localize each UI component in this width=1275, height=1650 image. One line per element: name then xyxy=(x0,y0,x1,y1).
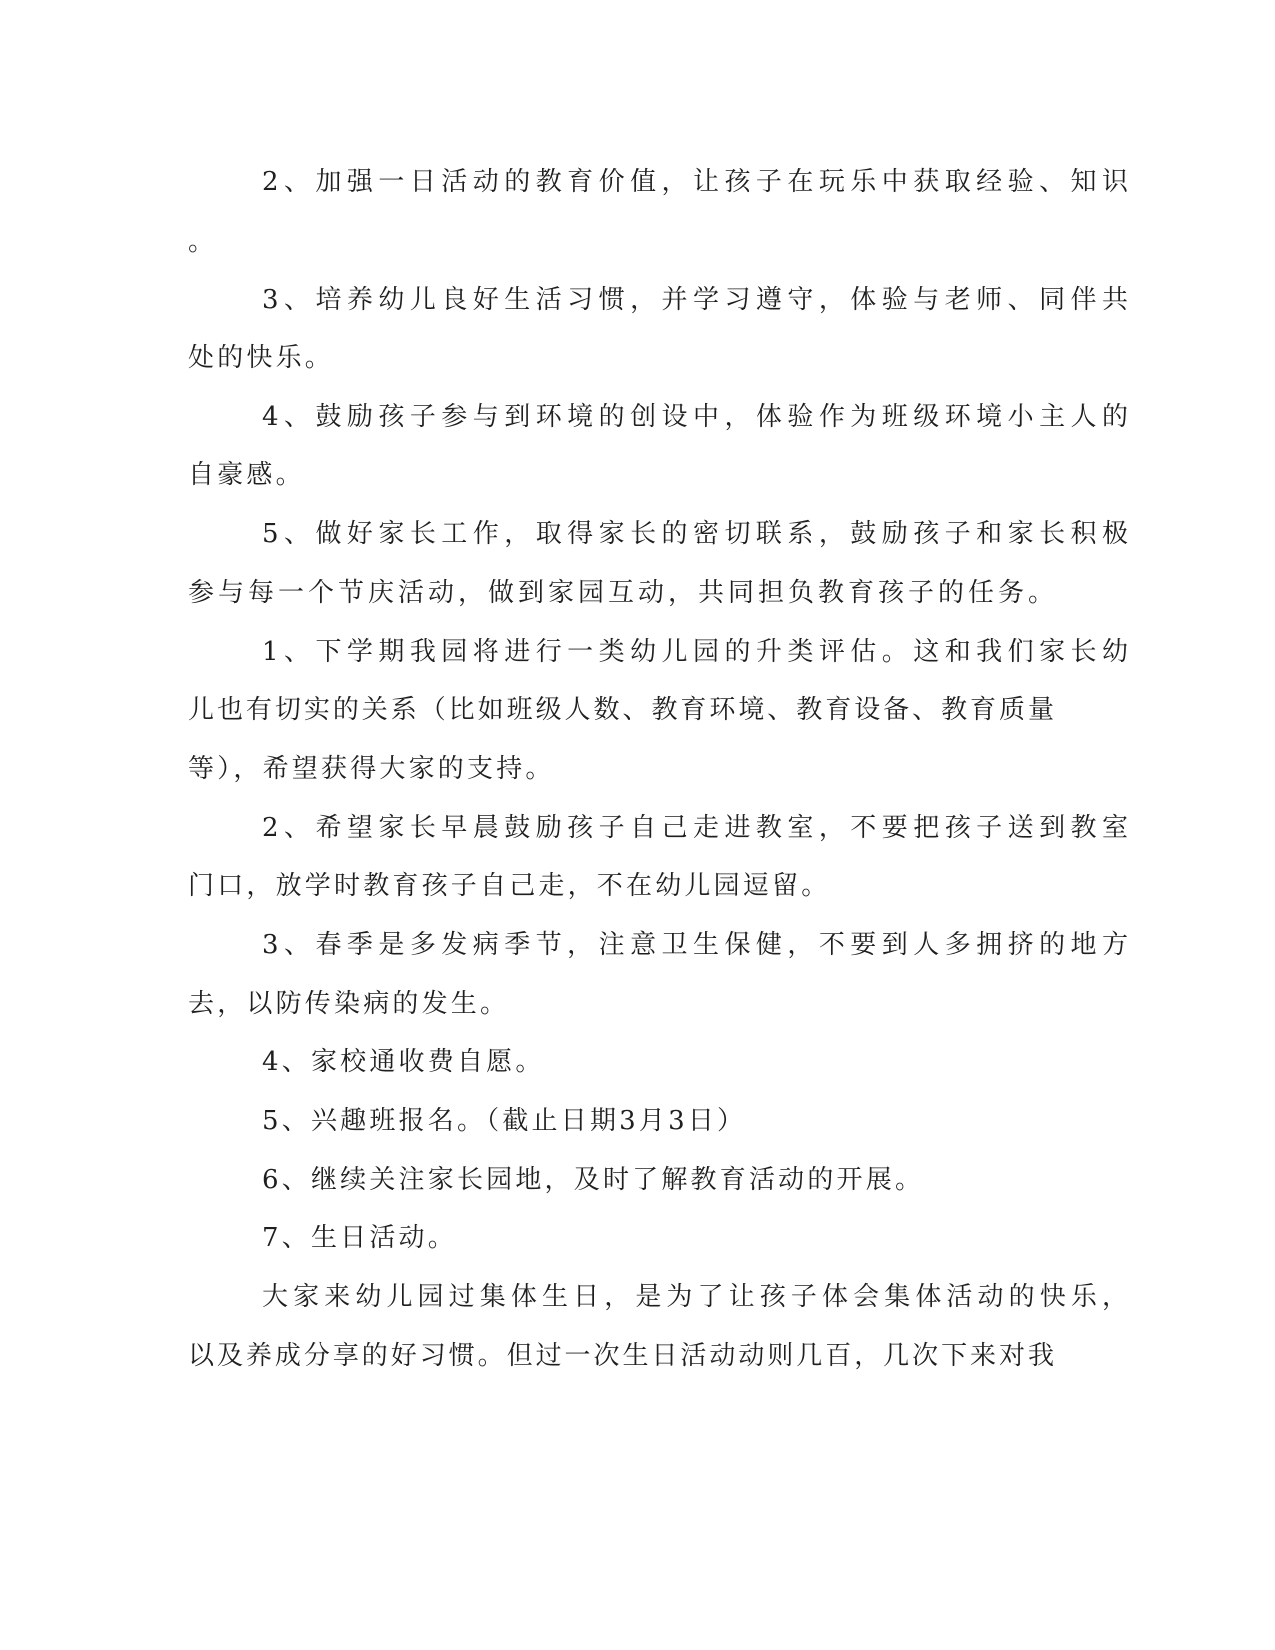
notice-7-line: 7、生日活动。 xyxy=(262,1223,457,1253)
birthday-paragraph-line-1: 大家来幼儿园过集体生日，是为了让孩子体会集体活动的快乐， xyxy=(262,1282,1128,1312)
notice-3-line-2: 去，以防传染病的发生。 xyxy=(188,989,510,1019)
notice-2-line-2: 门口，放学时教育孩子自己走，不在幼儿园逗留。 xyxy=(188,871,831,901)
birthday-paragraph-line-2: 以及养成分享的好习惯。但过一次生日活动动则几百，几次下来对我 xyxy=(188,1341,1054,1371)
item-4-line-1: 4、鼓励孩子参与到环境的创设中，体验作为班级环境小主人的 xyxy=(262,402,1128,432)
notice-3-line-1: 3、春季是多发病季节，注意卫生保健，不要到人多拥挤的地方 xyxy=(262,930,1128,960)
item-4-line-2: 自豪感。 xyxy=(188,460,305,490)
notice-1-line-3: 等），希望获得大家的支持。 xyxy=(188,754,555,784)
item-5-line-1: 5、做好家长工作，取得家长的密切联系，鼓励孩子和家长积极 xyxy=(262,519,1128,549)
notice-6-line: 6、继续关注家长园地，及时了解教育活动的开展。 xyxy=(262,1165,925,1195)
item-2-line-2: 。 xyxy=(188,227,218,257)
notice-4-line: 4、家校通收费自愿。 xyxy=(262,1047,545,1077)
notice-2-line-1: 2、希望家长早晨鼓励孩子自己走进教室，不要把孩子送到教室 xyxy=(262,813,1128,843)
item-3-line-2: 处的快乐。 xyxy=(188,343,335,373)
item-2-line-1: 2、加强一日活动的教育价值，让孩子在玩乐中获取经验、知识 xyxy=(262,167,1128,197)
notice-5-line: 5、兴趣班报名。（截止日期3月3日） xyxy=(262,1106,747,1136)
item-3-line-1: 3、培养幼儿良好生活习惯，并学习遵守，体验与老师、同伴共 xyxy=(262,285,1128,315)
item-5-line-2: 参与每一个节庆活动，做到家园互动，共同担负教育孩子的任务。 xyxy=(188,578,1054,608)
notice-1-line-2: 儿也有切实的关系（比如班级人数、教育环境、教育设备、教育质量 xyxy=(188,695,1054,725)
notice-1-line-1: 1、下学期我园将进行一类幼儿园的升类评估。这和我们家长幼 xyxy=(262,637,1128,667)
